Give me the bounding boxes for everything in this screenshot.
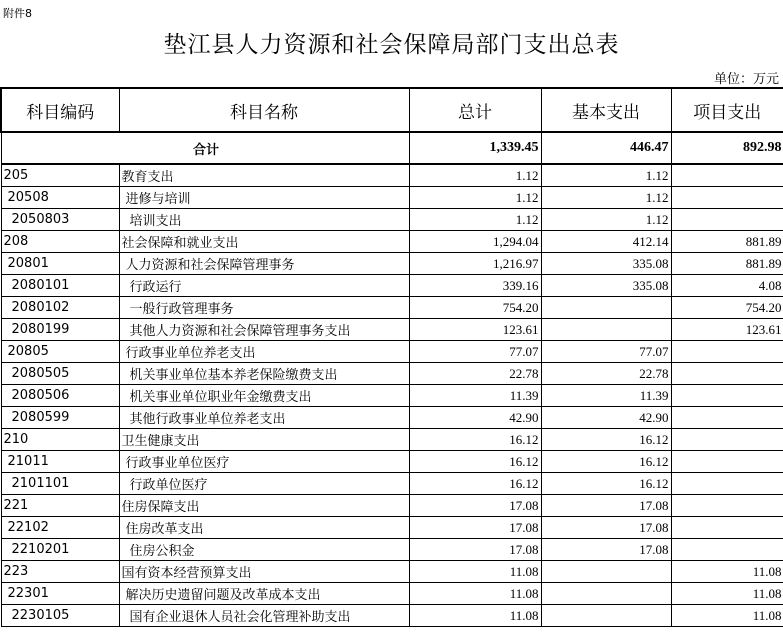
row-total: 754.20 (409, 297, 541, 319)
row-project: 123.61 (671, 319, 783, 341)
row-basic (541, 605, 671, 627)
row-project (671, 341, 783, 363)
row-code: 2101101 (1, 473, 119, 495)
row-basic: 335.08 (541, 253, 671, 275)
table-row (1, 231, 783, 253)
header-basic: 基本支出 (541, 88, 671, 132)
row-name: 住房公积金 (119, 539, 409, 561)
total-project: 892.98 (671, 132, 783, 164)
row-basic: 17.08 (541, 517, 671, 539)
row-name: 机关事业单位基本养老保险缴费支出 (119, 363, 409, 385)
row-basic: 16.12 (541, 473, 671, 495)
table-row (1, 253, 783, 275)
row-code: 221 (1, 495, 119, 517)
row-project: 754.20 (671, 297, 783, 319)
row-project (671, 451, 783, 473)
row-basic: 16.12 (541, 429, 671, 451)
row-project (671, 495, 783, 517)
row-project (671, 363, 783, 385)
row-total: 16.12 (409, 473, 541, 495)
table-row (1, 407, 783, 429)
row-name: 国有资本经营预算支出 (119, 561, 409, 583)
row-total: 1,216.97 (409, 253, 541, 275)
row-basic: 1.12 (541, 187, 671, 209)
table-row (1, 187, 783, 209)
table-row (1, 495, 783, 517)
table-row (1, 209, 783, 231)
row-basic: 17.08 (541, 495, 671, 517)
table-row (1, 297, 783, 319)
row-name: 行政事业单位养老支出 (119, 341, 409, 363)
row-total: 339.16 (409, 275, 541, 297)
row-code: 2080505 (1, 363, 119, 385)
row-total: 22.78 (409, 363, 541, 385)
row-name: 行政单位医疗 (119, 473, 409, 495)
row-basic: 11.39 (541, 385, 671, 407)
row-project (671, 429, 783, 451)
row-total: 42.90 (409, 407, 541, 429)
row-name: 进修与培训 (119, 187, 409, 209)
table-row (1, 164, 783, 187)
row-name: 行政事业单位医疗 (119, 451, 409, 473)
row-basic: 1.12 (541, 164, 671, 187)
row-name: 解决历史遗留问题及改革成本支出 (119, 583, 409, 605)
row-project: 11.08 (671, 605, 783, 627)
row-total: 17.08 (409, 495, 541, 517)
header-project: 项目支出 (671, 88, 783, 132)
row-basic (541, 319, 671, 341)
row-code: 2080101 (1, 275, 119, 297)
row-name: 社会保障和就业支出 (119, 231, 409, 253)
row-code: 22301 (1, 583, 119, 605)
row-name: 行政运行 (119, 275, 409, 297)
row-code: 20801 (1, 253, 119, 275)
row-code: 2230105 (1, 605, 119, 627)
header-total: 总计 (409, 88, 541, 132)
row-project (671, 209, 783, 231)
row-code: 2080102 (1, 297, 119, 319)
row-project: 4.08 (671, 275, 783, 297)
row-code: 21011 (1, 451, 119, 473)
page-title: 垫江县人力资源和社会保障局部门支出总表 (163, 32, 620, 58)
row-name: 教育支出 (119, 164, 409, 187)
row-name: 培训支出 (119, 209, 409, 231)
unit-label: 单位：万元 (713, 72, 779, 87)
row-code: 2080599 (1, 407, 119, 429)
table-row (1, 275, 783, 297)
row-code: 223 (1, 561, 119, 583)
table-row (1, 341, 783, 363)
row-name: 其他行政事业单位养老支出 (119, 407, 409, 429)
row-name: 住房改革支出 (119, 517, 409, 539)
row-total: 123.61 (409, 319, 541, 341)
row-total: 16.12 (409, 429, 541, 451)
table-row (1, 363, 783, 385)
total-label: 合计 (1, 132, 409, 164)
table-row (1, 583, 783, 605)
total-total: 1,339.45 (409, 132, 541, 164)
row-basic: 16.12 (541, 451, 671, 473)
table-row (1, 473, 783, 495)
row-project (671, 187, 783, 209)
row-project (671, 164, 783, 187)
table-row (1, 319, 783, 341)
table-row (1, 517, 783, 539)
attachment-label: 附件8 (3, 7, 32, 20)
total-row (1, 132, 783, 164)
row-code: 2210201 (1, 539, 119, 561)
row-project (671, 473, 783, 495)
row-code: 208 (1, 231, 119, 253)
row-total: 11.08 (409, 605, 541, 627)
row-name: 人力资源和社会保障管理事务 (119, 253, 409, 275)
row-code: 20508 (1, 187, 119, 209)
row-code: 22102 (1, 517, 119, 539)
table-row (1, 561, 783, 583)
row-project: 11.08 (671, 561, 783, 583)
row-basic: 17.08 (541, 539, 671, 561)
row-basic: 412.14 (541, 231, 671, 253)
row-project: 881.89 (671, 231, 783, 253)
row-name: 机关事业单位职业年金缴费支出 (119, 385, 409, 407)
row-project (671, 539, 783, 561)
total-basic: 446.47 (541, 132, 671, 164)
row-code: 2080199 (1, 319, 119, 341)
table-row (1, 385, 783, 407)
row-code: 20805 (1, 341, 119, 363)
row-total: 11.08 (409, 583, 541, 605)
row-basic (541, 561, 671, 583)
row-project (671, 385, 783, 407)
row-total: 17.08 (409, 517, 541, 539)
table-header-row (1, 88, 783, 132)
row-basic (541, 297, 671, 319)
row-total: 1.12 (409, 187, 541, 209)
row-total: 1.12 (409, 209, 541, 231)
row-basic: 77.07 (541, 341, 671, 363)
expenditure-table (0, 87, 783, 627)
row-basic: 335.08 (541, 275, 671, 297)
header-name: 科目名称 (119, 88, 409, 132)
row-name: 一般行政管理事务 (119, 297, 409, 319)
row-project: 881.89 (671, 253, 783, 275)
row-total: 11.08 (409, 561, 541, 583)
row-total: 11.39 (409, 385, 541, 407)
row-project (671, 407, 783, 429)
row-total: 1,294.04 (409, 231, 541, 253)
row-name: 国有企业退休人员社会化管理补助支出 (119, 605, 409, 627)
row-basic: 42.90 (541, 407, 671, 429)
row-code: 2080506 (1, 385, 119, 407)
row-basic (541, 583, 671, 605)
row-total: 17.08 (409, 539, 541, 561)
row-basic: 1.12 (541, 209, 671, 231)
row-project: 11.08 (671, 583, 783, 605)
row-code: 2050803 (1, 209, 119, 231)
row-total: 77.07 (409, 341, 541, 363)
table-row (1, 451, 783, 473)
table-row (1, 605, 783, 627)
row-name: 住房保障支出 (119, 495, 409, 517)
row-total: 1.12 (409, 164, 541, 187)
row-name: 卫生健康支出 (119, 429, 409, 451)
row-code: 210 (1, 429, 119, 451)
table-row (1, 429, 783, 451)
row-name: 其他人力资源和社会保障管理事务支出 (119, 319, 409, 341)
row-total: 16.12 (409, 451, 541, 473)
row-project (671, 517, 783, 539)
row-code: 205 (1, 164, 119, 187)
row-basic: 22.78 (541, 363, 671, 385)
table-row (1, 539, 783, 561)
header-code: 科目编码 (1, 88, 119, 132)
